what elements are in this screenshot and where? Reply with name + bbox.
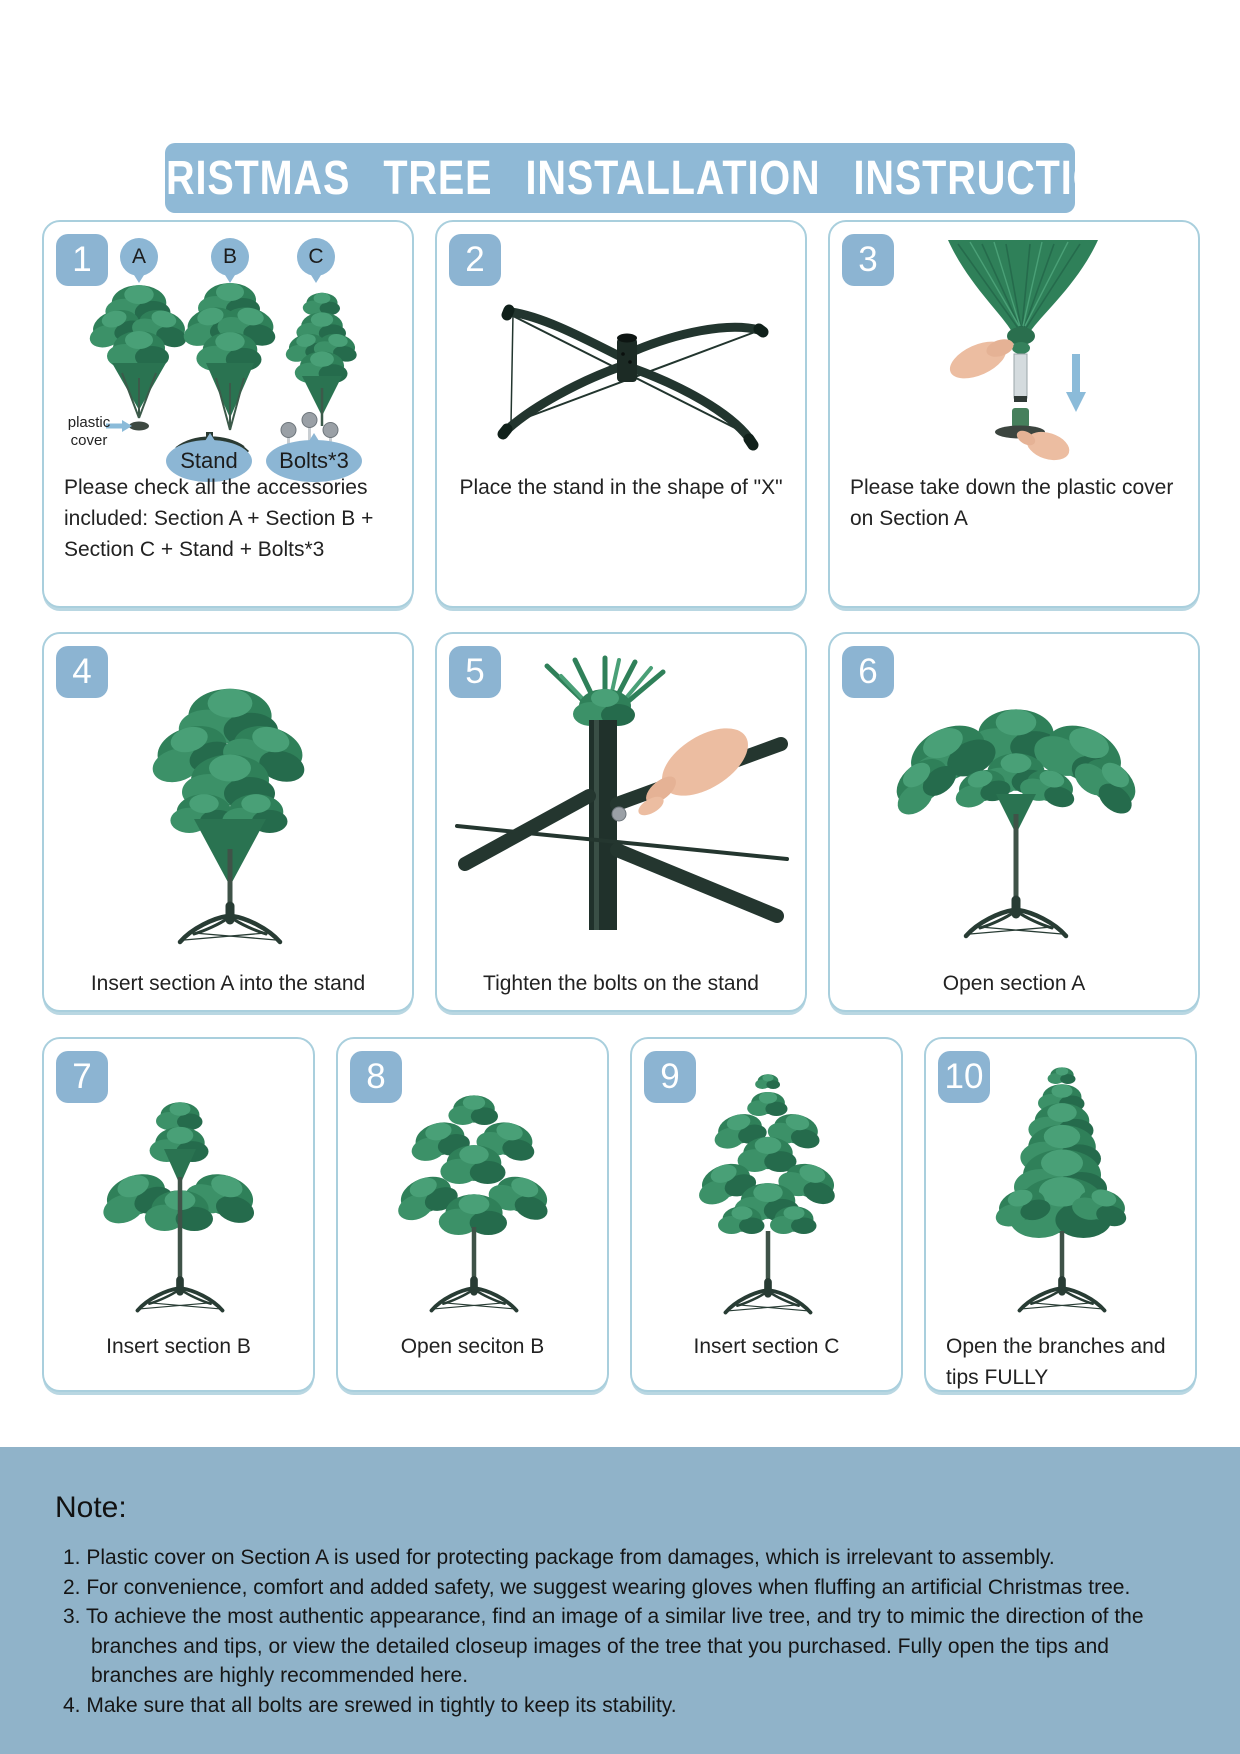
note-item: 2. For convenience, comfort and added safety, we suggest wearing gloves when fluffing an artificial Christmas tree. [63, 1575, 1131, 1599]
insert-section-b-illustration [44, 1067, 317, 1325]
step-2-caption: Place the stand in the shape of "X" [459, 476, 783, 499]
step-1-number-badge: 1 [56, 234, 108, 286]
note-list [55, 1543, 1185, 1720]
tighten-bolts-illustration [437, 654, 809, 954]
open-section-a-illustration [830, 654, 1202, 954]
step-8-number-badge: 8 [350, 1051, 402, 1103]
step-5-number-badge: 5 [449, 646, 501, 698]
step-5-panel [435, 632, 807, 1012]
section-a-bubble: A [120, 238, 158, 276]
step-7-number-badge: 7 [56, 1051, 108, 1103]
insert-section-c-illustration [632, 1059, 905, 1325]
section-c-bubble: C [297, 238, 335, 276]
x-stand-illustration [437, 242, 809, 472]
bolts-label: Bolts*3 [266, 440, 362, 482]
step-2-panel [435, 220, 807, 608]
step-4-caption: Insert section A into the stand [90, 972, 366, 995]
section-a-in-stand-illustration [44, 654, 416, 954]
step-10-caption: Open the branches and tips FULLY [946, 1335, 1166, 1389]
step-3-number-badge: 3 [842, 234, 894, 286]
note-item: 3. To achieve the most authentic appearance, find an image of a similar live tree, and try to mimic the direction of the branches and tips, or view the detailed closeup images of the tree that you purchased. Fully open the tips and branches are highly recommended here. [63, 1605, 1144, 1687]
fully-opened-tree-illustration [926, 1055, 1199, 1321]
step-10-panel [924, 1037, 1197, 1392]
step-4-number-badge: 4 [56, 646, 108, 698]
step-6-caption: Open section A [942, 972, 1086, 995]
step-4-panel [42, 632, 414, 1012]
note-section [0, 1447, 1240, 1754]
step-7-caption: Insert section B [106, 1335, 251, 1358]
step-2-number-badge: 2 [449, 234, 501, 286]
step-9-number-badge: 9 [644, 1051, 696, 1103]
note-item: 4. Make sure that all bolts are srewed in tightly to keep its stability. [63, 1693, 677, 1717]
note-heading: Note: [55, 1491, 127, 1524]
step-9-caption: Insert section C [693, 1335, 840, 1358]
open-section-b-illustration [338, 1067, 611, 1325]
step-7-panel [42, 1037, 315, 1392]
step-5-caption: Tighten the bolts on the stand [483, 972, 759, 995]
plastic-cover-label: plastic cover [67, 414, 111, 449]
remove-plastic-cover-illustration [830, 236, 1202, 466]
section-b-bubble: B [211, 238, 249, 276]
step-3-panel [828, 220, 1200, 608]
step-1-caption: Please check all the accessories included: Section A + Section B + Section C + Stand + Bolts*3 [64, 476, 374, 561]
step-8-caption: Open seciton B [400, 1335, 545, 1358]
step-1-panel [42, 220, 414, 608]
step-3-caption: Please take down the plastic cover on Section A [850, 476, 1174, 530]
step-9-panel [630, 1037, 903, 1392]
step-6-panel [828, 632, 1200, 1012]
title-banner [106, 143, 1134, 213]
step-6-number-badge: 6 [842, 646, 894, 698]
step-8-panel [336, 1037, 609, 1392]
step-10-number-badge: 10 [938, 1051, 990, 1103]
stand-label: Stand [166, 440, 252, 482]
page-title: CHRISTMAS TREE INSTALLATION INSTRUCTION [106, 149, 1134, 205]
note-item: 1. Plastic cover on Section A is used for protecting package from damages, which is irrelevant to assembly. [63, 1546, 1055, 1569]
